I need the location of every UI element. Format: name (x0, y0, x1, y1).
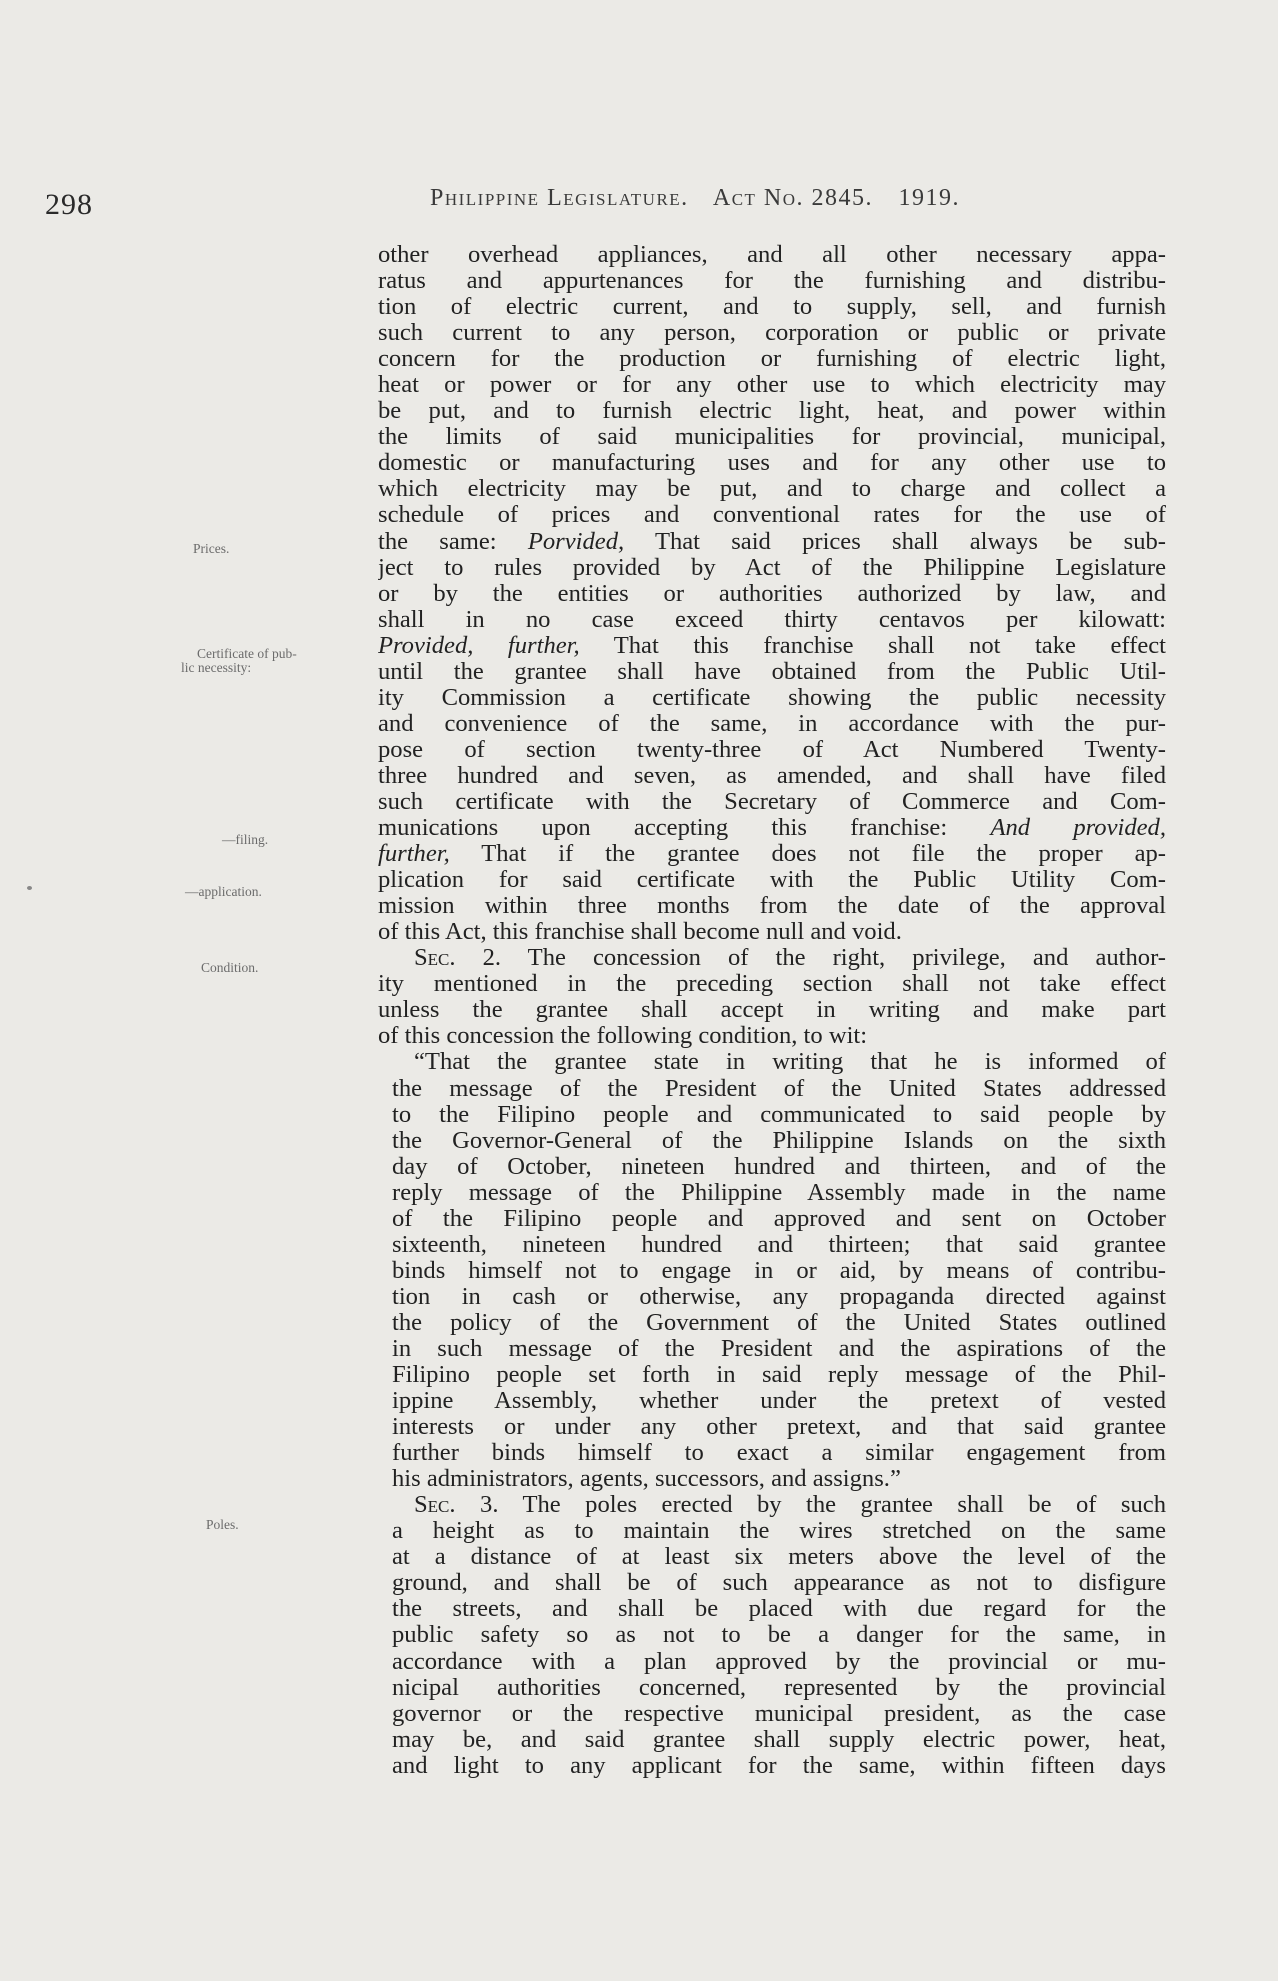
margin-note-certificate-line-1: Certificate of pub- (197, 646, 297, 661)
text-line: ity Commission a certificate showing the public necessity (378, 684, 1166, 711)
text-line: ippine Assembly, whether under the pretext of vested (392, 1388, 1166, 1415)
text-line: such current to any person, corporation or public or private (378, 320, 1166, 347)
section-label: Sec. (414, 1492, 456, 1519)
page-number: 298 (45, 188, 93, 221)
margin-note-certificate-line-2: lic necessity: (181, 660, 252, 675)
text-line (378, 529, 1166, 555)
text-line: ject to rules provided by Act of the Philippine Legislature (378, 554, 1166, 581)
text-line: and light to any applicant for the same, within fifteen days (392, 1752, 1166, 1779)
text-run: munications upon accepting this franchise: (378, 815, 991, 842)
text-line: to the Filipino people and communicated to said people by (392, 1101, 1166, 1128)
text-run: 3. The poles erected by the grantee shall be of such (455, 1492, 1166, 1519)
margin-note-condition: Condition. (201, 960, 259, 975)
text-line: reply message of the Philippine Assembly made in the name (392, 1179, 1166, 1206)
text-line: the limits of said municipalities for provincial, municipal, (378, 424, 1166, 451)
text-run: That if the grantee does not file the proper ap- (449, 841, 1166, 868)
text-line: ity mentioned in the preceding section shall not take effect (378, 971, 1166, 998)
text-line: Filipino people set forth in said reply message of the Phil- (392, 1362, 1166, 1389)
text-line: “That the grantee state in writing that he is informed of (414, 1049, 1166, 1076)
text-line: pose of section twenty-three of Act Numbered Twenty- (378, 736, 1166, 763)
margin-note-filing: —filing. (222, 832, 269, 847)
text-line: until the grantee shall have obtained from the Public Util- (378, 658, 1166, 685)
text-line: in such message of the President and the aspirations of the (392, 1335, 1166, 1362)
italic-proviso: Porvided, (527, 528, 625, 555)
margin-note-prices: Prices. (193, 541, 230, 556)
text-run: 2. The concession of the right, privilege, and author- (455, 945, 1166, 972)
running-head-title: Philippine Legislature. (430, 185, 689, 211)
text-line: mission within three months from the date of the approval (378, 893, 1166, 920)
margin-note-poles: Poles. (206, 1517, 239, 1532)
text-line: and convenience of the same, in accordance with the pur- (378, 710, 1166, 737)
scan-speck (27, 886, 32, 890)
text-line: heat or power or for any other use to which electricity may (378, 372, 1166, 399)
italic-proviso: further, (378, 841, 450, 868)
body-text (378, 242, 1166, 1779)
section-label: Sec. (414, 945, 456, 972)
text-line: further binds himself to exact a similar engagement from (392, 1440, 1166, 1467)
running-head-year: 1919. (898, 185, 961, 211)
text-line: other overhead appliances, and all other necessary appa- (378, 242, 1166, 268)
text-line: of the Filipino people and approved and sent on October (392, 1205, 1166, 1232)
text-line: governor or the respective municipal president, as the case (392, 1700, 1166, 1727)
text-line: of this concession the following condition, to wit: (378, 1023, 868, 1050)
italic-proviso: And provided, (990, 815, 1166, 842)
text-line: nicipal authorities concerned, represented by the provincial (392, 1674, 1166, 1701)
text-run: That said prices shall always be sub- (624, 528, 1166, 555)
text-line: sixteenth, nineteen hundred and thirteen; that said grantee (392, 1231, 1166, 1258)
text-line: the Governor-General of the Philippine Islands on the sixth (392, 1127, 1166, 1154)
text-line (378, 815, 1166, 841)
text-line: of this Act, this franchise shall become null and void. (378, 919, 902, 946)
margin-note-application: —application. (185, 884, 262, 899)
text-run: That this franchise shall not take effect (579, 632, 1166, 659)
text-line: at a distance of at least six meters above the level of the (392, 1544, 1166, 1571)
text-line: plication for said certificate with the Public Utility Com- (378, 867, 1166, 894)
text-line: tion of electric current, and to supply, sell, and furnish (378, 294, 1166, 321)
text-line: binds himself not to engage in or aid, by means of contribu- (392, 1257, 1166, 1284)
text-line: such certificate with the Secretary of Commerce and Com- (378, 788, 1166, 815)
text-run: the same: (378, 528, 528, 555)
text-line: which electricity may be put, and to charge and collect a (378, 476, 1166, 503)
text-line: day of October, nineteen hundred and thirteen, and of the (392, 1153, 1166, 1180)
text-line (378, 633, 1166, 659)
section-heading-line (378, 1492, 1166, 1518)
running-head (430, 185, 978, 212)
text-line: may be, and said grantee shall supply electric power, heat, (392, 1726, 1166, 1753)
text-line: ratus and appurtenances for the furnishing and distribu- (378, 268, 1166, 295)
text-line: public safety so as not to be a danger for the same, in (392, 1622, 1166, 1649)
text-line: tion in cash or otherwise, any propaganda directed against (392, 1283, 1166, 1310)
section-heading-line (378, 945, 1166, 971)
text-line: three hundred and seven, as amended, and shall have filed (378, 762, 1166, 789)
text-line: or by the entities or authorities authorized by law, and (378, 580, 1166, 607)
text-line: interests or under any other pretext, and that said grantee (392, 1414, 1166, 1441)
text-line: domestic or manufacturing uses and for any other use to (378, 450, 1166, 477)
italic-proviso: Provided, further, (378, 632, 580, 659)
running-head-act: Act No. 2845. (712, 185, 874, 211)
text-line: ground, and shall be of such appearance as not to disfigure (392, 1570, 1166, 1597)
text-line: shall in no case exceed thirty centavos per kilowatt: (378, 606, 1166, 633)
text-line (378, 841, 1166, 867)
text-line: be put, and to furnish electric light, heat, and power within (378, 398, 1166, 425)
text-line: the policy of the Government of the United States outlined (392, 1309, 1166, 1336)
text-line: the message of the President of the United States addressed (392, 1075, 1166, 1102)
text-line: unless the grantee shall accept in writing and make part (378, 997, 1166, 1024)
text-line: his administrators, agents, successors, and assigns.” (392, 1466, 901, 1493)
text-line: the streets, and shall be placed with due regard for the (392, 1596, 1166, 1623)
text-line: schedule of prices and conventional rates for the use of (378, 502, 1166, 529)
text-line: accordance with a plan approved by the provincial or mu- (392, 1648, 1166, 1675)
text-line: concern for the production or furnishing of electric light, (378, 346, 1166, 373)
text-line: a height as to maintain the wires stretched on the same (392, 1518, 1166, 1545)
